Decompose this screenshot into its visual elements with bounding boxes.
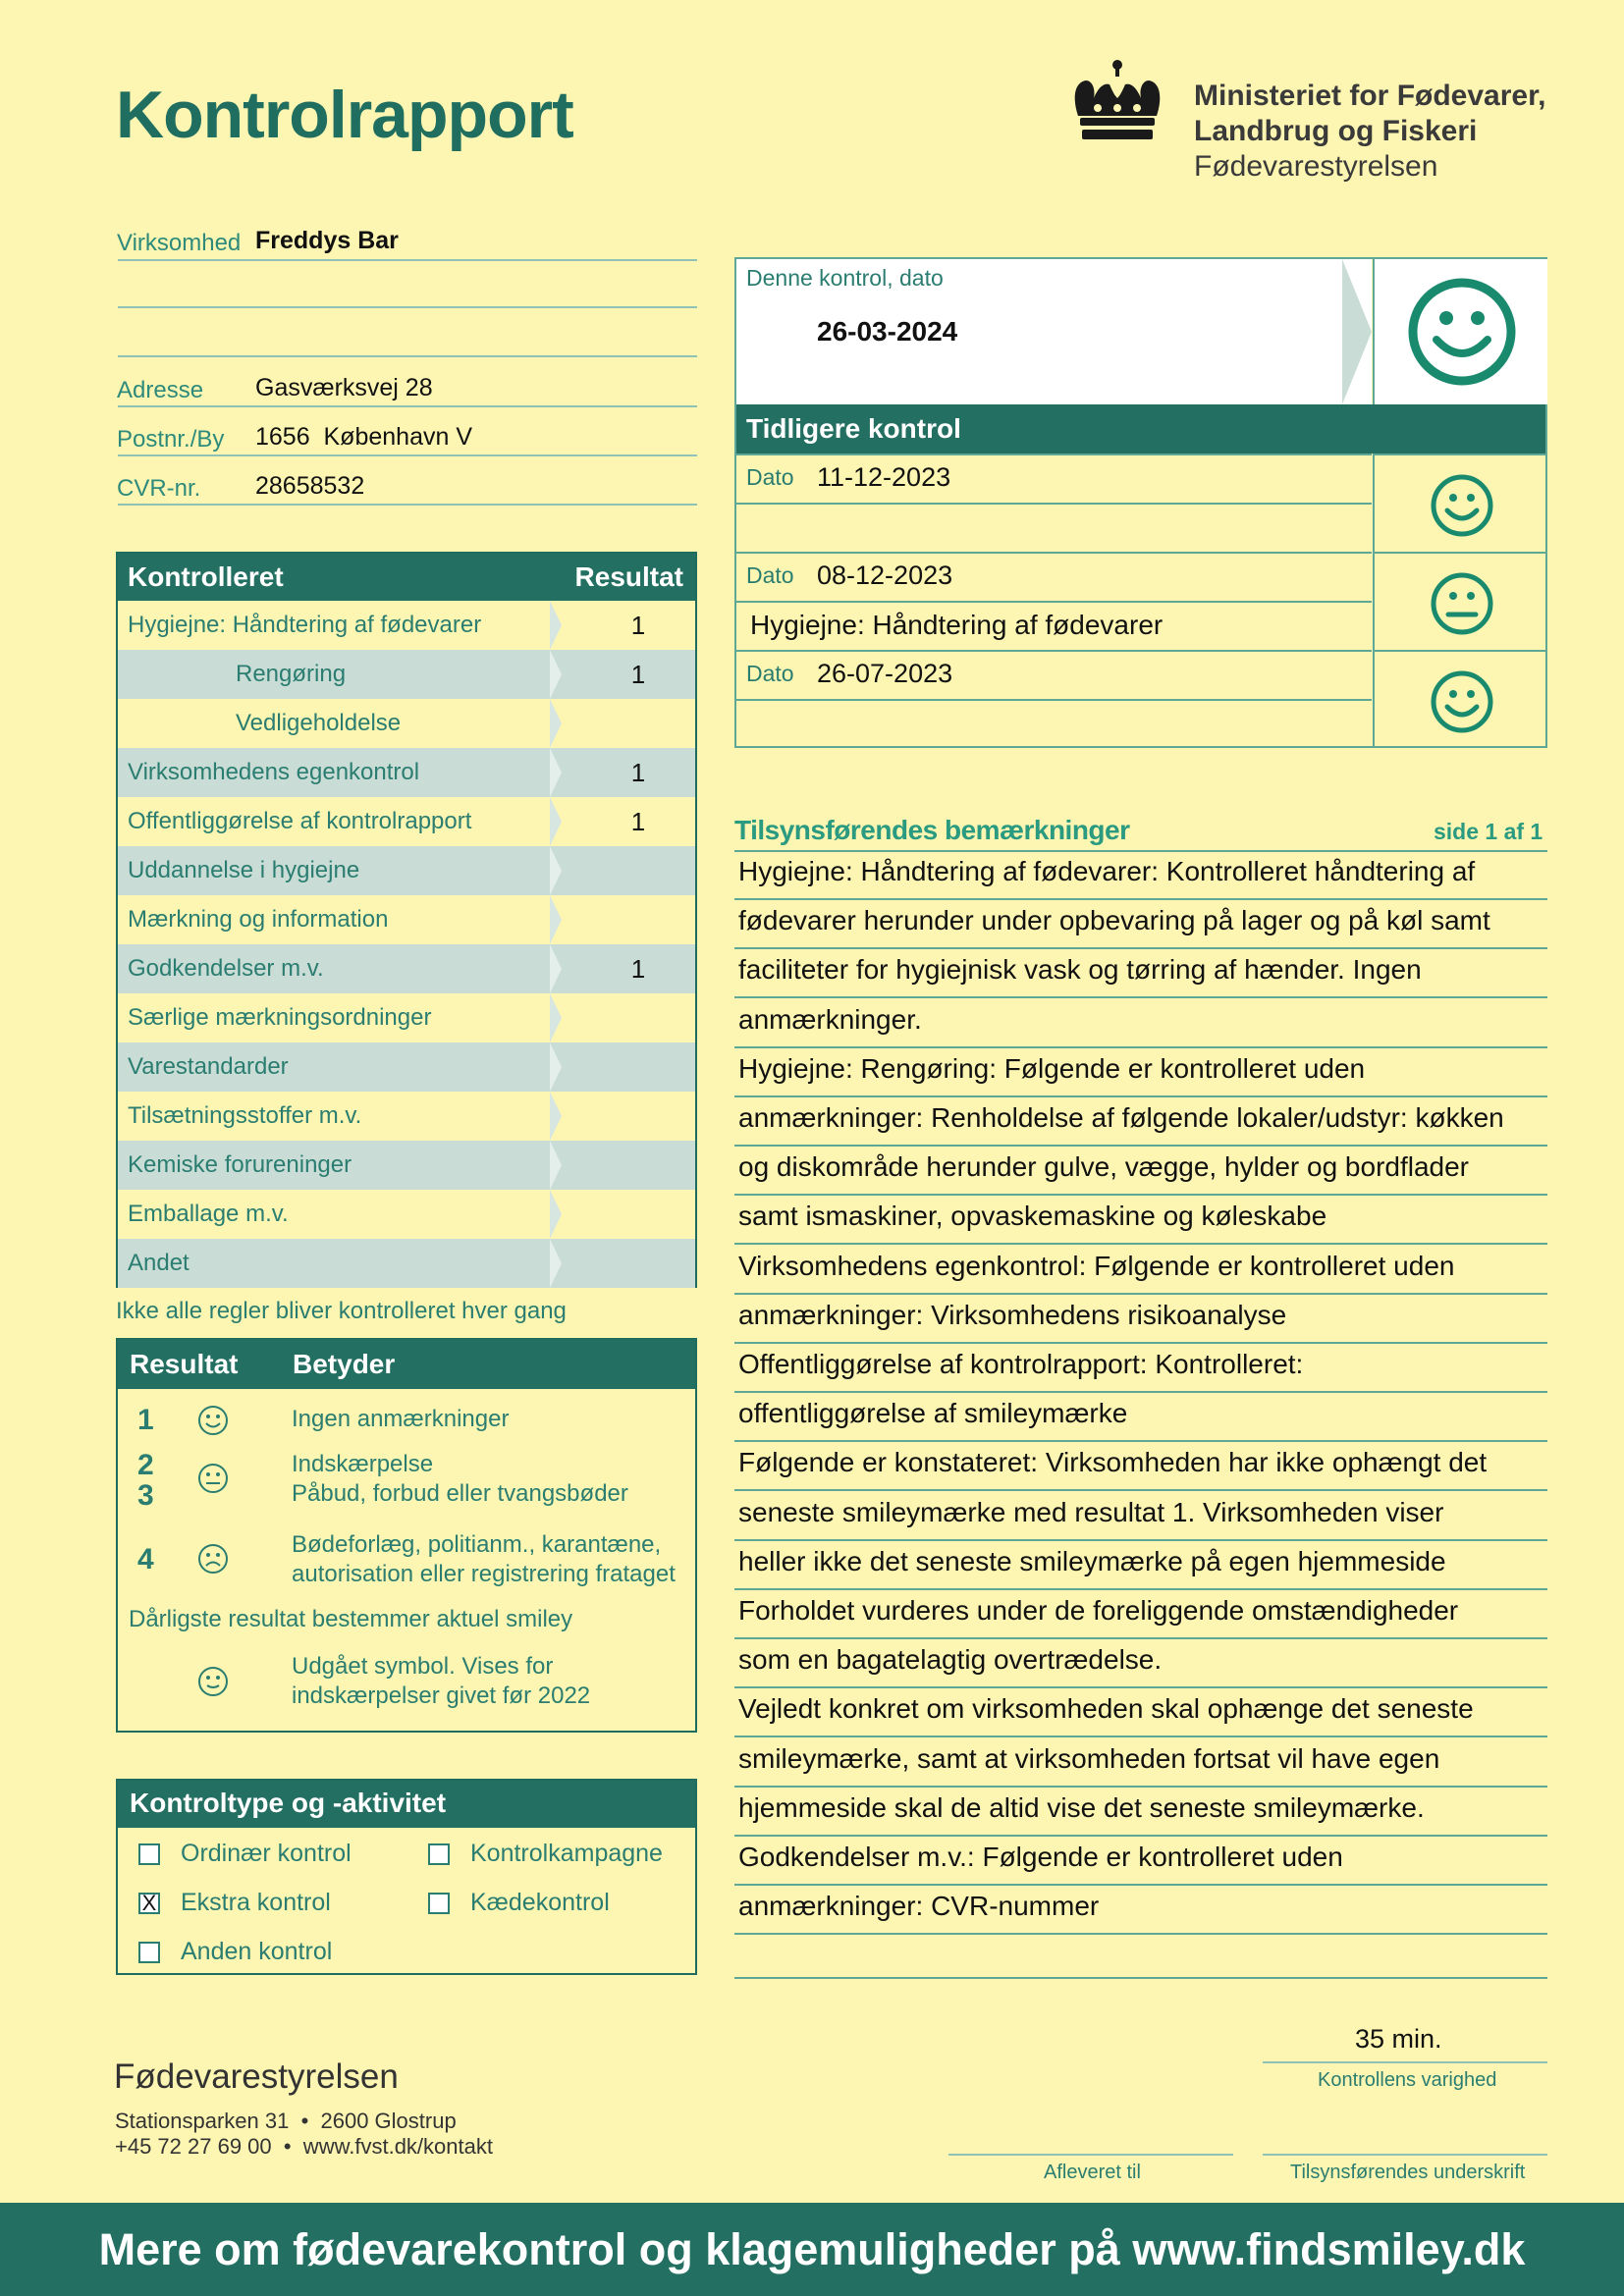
divider	[118, 355, 697, 357]
date-label: Dato	[746, 464, 794, 490]
remark-line: anmærkninger.	[738, 1004, 922, 1035]
kontrolleret-table	[116, 552, 697, 1288]
arrow-decoration	[550, 699, 562, 748]
remark-line: hjemmeside skal de altid vise det seneste smileymærke.	[738, 1792, 1425, 1823]
remark-line: anmærkninger: Renholdelse af følgende lokaler/udstyr: køkken	[738, 1102, 1504, 1133]
resultat-header-label: Resultat	[574, 561, 683, 592]
divider	[734, 1884, 1547, 1886]
page-title: Kontrolrapport	[116, 78, 573, 152]
ekstra-label: Ekstra kontrol	[181, 1889, 331, 1916]
kontrolleret-item-name: Varestandarder	[128, 1053, 289, 1080]
smiley-neutral-icon	[1430, 571, 1494, 636]
legend-text-4a: Bødeforlæg, politianm., karantæne,	[292, 1531, 662, 1558]
remark-line: offentliggørelse af smileymærke	[738, 1398, 1128, 1428]
kontrolleret-row	[118, 797, 695, 846]
previous-note-2: Hygiejne: Håndtering af fødevarer	[750, 610, 1164, 640]
remark-line: smileymærke, samt at virksomheden fortsat vil have egen	[738, 1743, 1440, 1774]
ordinaer-checkbox[interactable]	[138, 1843, 160, 1865]
arrow-decoration	[550, 748, 562, 797]
arrow-decoration	[550, 895, 562, 944]
divider	[734, 1933, 1547, 1935]
kaede-checkbox[interactable]	[428, 1893, 450, 1914]
kontrolleret-row	[118, 1092, 695, 1141]
arrow-decoration	[550, 797, 562, 846]
previous-header: Tidligere kontrol	[736, 404, 1545, 454]
legend-text-2: Indskærpelse	[292, 1451, 434, 1477]
kontrolleret-row	[118, 895, 695, 944]
legend-num-3: 3	[137, 1479, 154, 1512]
kontrolleret-item-name: Virksomhedens egenkontrol	[128, 759, 420, 785]
divider	[734, 1391, 1547, 1393]
divider	[734, 1489, 1547, 1491]
kontrolleret-row	[118, 944, 695, 993]
remark-line: Virksomhedens egenkontrol: Følgende er kontrolleret uden	[738, 1251, 1455, 1281]
remark-line: heller ikke det seneste smileymærke på egen hjemmeside	[738, 1546, 1446, 1576]
arrow-decoration	[550, 601, 562, 650]
virksomhed-label: Virksomhed	[117, 230, 242, 256]
kontrolleret-item-name: Godkendelser m.v.	[128, 955, 324, 982]
remark-line: og diskområde herunder gulve, vægge, hylder og bordflader	[738, 1151, 1470, 1182]
kontrolleret-item-name: Vedligeholdelse	[236, 710, 402, 736]
previous-row-2	[736, 552, 1372, 601]
remark-line: anmærkninger: Virksomhedens risikoanalyse	[738, 1300, 1287, 1330]
previous-row-1b	[736, 503, 1372, 552]
kontrol-history-box	[734, 257, 1547, 748]
footer-banner: Mere om fødevarekontrol og klagemuligheder på www.findsmiley.dk	[0, 2203, 1624, 2296]
divider	[734, 898, 1547, 900]
kontrolleret-row	[118, 748, 695, 797]
arrow-decoration	[550, 846, 562, 895]
arrow-decoration	[550, 1092, 562, 1141]
kontrolleret-row	[118, 650, 695, 699]
divider	[1263, 2061, 1547, 2063]
kontrolleret-row	[118, 1190, 695, 1239]
previous-row-3b	[736, 699, 1372, 748]
kontrolleret-item-name: Kemiske forureninger	[128, 1151, 352, 1178]
page-indicator: side 1 af 1	[1434, 819, 1543, 844]
arrow-decoration	[550, 1239, 562, 1288]
kontrolleret-item-name: Særlige mærkningsordninger	[128, 1004, 432, 1031]
remark-line: samt ismaskiner, opvaskemaskine og køleskabe	[738, 1201, 1327, 1231]
current-smiley-box	[1373, 259, 1547, 404]
smiley-happy-icon	[1407, 277, 1517, 387]
kontrolleret-row	[118, 1239, 695, 1288]
remark-line: som en bagatelagtig overtrædelse.	[738, 1644, 1163, 1675]
arrow-decoration	[550, 944, 562, 993]
kontrolleret-rows	[118, 601, 695, 1288]
agency-name: Fødevarestyrelsen	[1194, 150, 1438, 183]
kontrolleret-item-name: Tilsætningsstoffer m.v.	[128, 1102, 362, 1129]
remark-line: Offentliggørelse af kontrolrapport: Kontrolleret:	[738, 1349, 1304, 1379]
legend-num-2: 2	[137, 1449, 154, 1481]
arrow-decoration	[1342, 259, 1372, 404]
divider	[948, 2154, 1233, 2156]
divider	[734, 1786, 1547, 1788]
divider	[118, 306, 697, 308]
divider	[734, 947, 1547, 949]
remark-line: Følgende er konstateret: Virksomheden har ikke ophængt det	[738, 1447, 1488, 1477]
kontrolleret-item-result: 1	[630, 953, 646, 984]
footer-agency: Fødevarestyrelsen	[114, 2057, 399, 2096]
legend-header-betyder: Betyder	[293, 1349, 396, 1379]
remark-line: Vejledt konkret om virksomheden skal ophænge det seneste	[738, 1693, 1474, 1724]
current-date-label: Denne kontrol, dato	[746, 265, 944, 291]
divider	[734, 1046, 1547, 1048]
legend-num-4: 4	[137, 1543, 154, 1575]
legend-text-1: Ingen anmærkninger	[292, 1406, 510, 1432]
divider	[734, 1440, 1547, 1442]
cvr-value: 28658532	[255, 472, 365, 500]
remark-line: Godkendelser m.v.: Følgende er kontrolleret uden	[738, 1842, 1343, 1872]
kontrolleret-header-label: Kontrolleret	[128, 561, 284, 592]
legend-header-resultat: Resultat	[130, 1349, 239, 1379]
kontrolleret-item-result: 1	[630, 659, 646, 689]
anden-label: Anden kontrol	[181, 1938, 333, 1965]
legend-header	[118, 1340, 695, 1389]
arrow-decoration	[550, 1141, 562, 1190]
legend-text-4b: autorisation eller registrering frataget	[292, 1561, 676, 1587]
kontrolleret-item-name: Offentliggørelse af kontrolrapport	[128, 808, 472, 834]
kampagne-label: Kontrolkampagne	[470, 1840, 663, 1867]
signature-label: Tilsynsførendes underskrift	[1290, 2162, 1526, 2183]
kontrolleret-item-name: Andet	[128, 1250, 189, 1276]
kontrolleret-note: Ikke alle regler bliver kontrolleret hver gang	[116, 1298, 567, 1324]
date-label: Dato	[746, 562, 794, 588]
smiley-sad-icon	[197, 1543, 229, 1575]
ministry-line-2: Landbrug og Fiskeri	[1194, 115, 1478, 147]
previous-row-2b	[736, 601, 1372, 650]
virksomhed-value: Freddys Bar	[255, 227, 399, 254]
divider	[734, 1835, 1547, 1837]
adresse-label: Adresse	[117, 377, 204, 403]
divider	[118, 259, 697, 261]
legend-num-1: 1	[137, 1404, 154, 1436]
divider	[734, 1977, 1547, 1979]
divider	[118, 504, 697, 506]
kontrolleret-item-result: 1	[630, 806, 646, 836]
previous-date-3: 26-07-2023	[817, 659, 953, 688]
adresse-value: Gasværksvej 28	[255, 374, 433, 401]
divider	[734, 1194, 1547, 1196]
divider	[734, 1095, 1547, 1097]
divider	[734, 1145, 1547, 1147]
kontrolleret-item-result: 1	[630, 757, 646, 787]
remark-line: seneste smileymærke med resultat 1. Virksomheden viser	[738, 1497, 1444, 1527]
kontrolleret-row	[118, 699, 695, 748]
footer-contact: +45 72 27 69 00 • www.fvst.dk/kontakt	[115, 2134, 493, 2159]
smiley-happy-icon	[197, 1405, 229, 1436]
kontrolleret-item-name: Emballage m.v.	[128, 1201, 289, 1227]
remark-line: Forholdet vurderes under de foreliggende omstændigheder	[738, 1595, 1459, 1626]
previous-date-1: 11-12-2023	[817, 462, 951, 492]
remark-line: faciliteter for hygiejnisk vask og tørring af hænder. Ingen	[738, 954, 1422, 985]
remark-line: Hygiejne: Rengøring: Følgende er kontrolleret uden	[738, 1053, 1366, 1084]
smiley-happy-icon	[1430, 473, 1494, 538]
divider	[734, 1539, 1547, 1541]
kontrolleret-item-result: 1	[630, 610, 646, 640]
duration-label: Kontrollens varighed	[1318, 2069, 1497, 2091]
kaede-label: Kædekontrol	[470, 1889, 610, 1916]
kontroltype-header: Kontroltype og -aktivitet	[118, 1781, 695, 1828]
smiley-happy-icon	[1430, 669, 1494, 734]
arrow-decoration	[550, 1190, 562, 1239]
divider	[734, 850, 1547, 852]
divider	[1263, 2154, 1547, 2156]
legend-old-a: Udgået symbol. Vises for	[292, 1653, 554, 1680]
divider	[118, 454, 697, 456]
previous-smiley-box-3	[1373, 650, 1545, 748]
ministry-name	[1194, 79, 1545, 185]
postnr-label: Postnr./By	[117, 426, 225, 453]
remark-line: fødevarer herunder under opbevaring på lager og på køl samt	[738, 905, 1490, 935]
divider	[734, 1293, 1547, 1295]
legend-old-b: indskærpelser givet før 2022	[292, 1682, 591, 1709]
remarks-title: Tilsynsførendes bemærkninger	[734, 815, 1130, 845]
arrow-decoration	[550, 1042, 562, 1092]
divider	[734, 1342, 1547, 1344]
ekstra-checkbox[interactable]: X	[138, 1893, 160, 1914]
remark-line: anmærkninger: CVR-nummer	[738, 1891, 1100, 1921]
divider	[734, 1637, 1547, 1639]
kontrolleret-header	[118, 554, 695, 601]
kontrolleret-row	[118, 1042, 695, 1092]
current-control	[736, 259, 1372, 404]
previous-row-3	[736, 650, 1372, 699]
anden-checkbox[interactable]	[138, 1942, 160, 1963]
remark-line: Hygiejne: Håndtering af fødevarer: Kontrolleret håndtering af	[738, 856, 1476, 886]
kontrolleret-item-name: Hygiejne: Håndtering af fødevarer	[128, 612, 482, 638]
kontrolleret-row	[118, 846, 695, 895]
divider	[118, 405, 697, 407]
previous-smiley-box-2	[1373, 552, 1545, 650]
kontrolleret-item-name: Uddannelse i hygiejne	[128, 857, 360, 883]
legend-worst-note: Dårligste resultat bestemmer aktuel smiley	[129, 1606, 573, 1632]
ordinaer-label: Ordinær kontrol	[181, 1840, 352, 1867]
kontrolleret-row	[118, 1141, 695, 1190]
previous-smiley-box-1	[1373, 454, 1545, 552]
duration-value: 35 min.	[1355, 2024, 1442, 2054]
legend-text-3: Påbud, forbud eller tvangsbøder	[292, 1480, 628, 1507]
divider	[734, 1735, 1547, 1737]
ministry-line-1: Ministeriet for Fødevarer,	[1194, 80, 1546, 112]
current-date: 26-03-2024	[817, 316, 958, 347]
smiley-neutral-icon	[197, 1463, 229, 1494]
arrow-decoration	[550, 650, 562, 699]
date-label: Dato	[746, 661, 794, 686]
divider	[734, 1686, 1547, 1688]
divider	[734, 1243, 1547, 1245]
previous-date-2: 08-12-2023	[817, 561, 953, 590]
cvr-label: CVR-nr.	[117, 475, 201, 502]
postnr-value: 1656 København V	[255, 423, 472, 451]
kontrolleret-row	[118, 601, 695, 650]
kontrolleret-row	[118, 993, 695, 1042]
smiley-old-icon	[197, 1666, 229, 1697]
previous-row-1	[736, 454, 1372, 503]
afleveret-label: Afleveret til	[1044, 2162, 1141, 2183]
divider	[734, 1588, 1547, 1590]
footer-address: Stationsparken 31 • 2600 Glostrup	[115, 2109, 457, 2133]
crown-logo-icon	[1068, 59, 1166, 143]
kontrolleret-item-name: Mærkning og information	[128, 906, 389, 933]
arrow-decoration	[550, 993, 562, 1042]
kampagne-checkbox[interactable]	[428, 1843, 450, 1865]
divider	[734, 996, 1547, 998]
kontrolleret-item-name: Rengøring	[236, 661, 347, 687]
